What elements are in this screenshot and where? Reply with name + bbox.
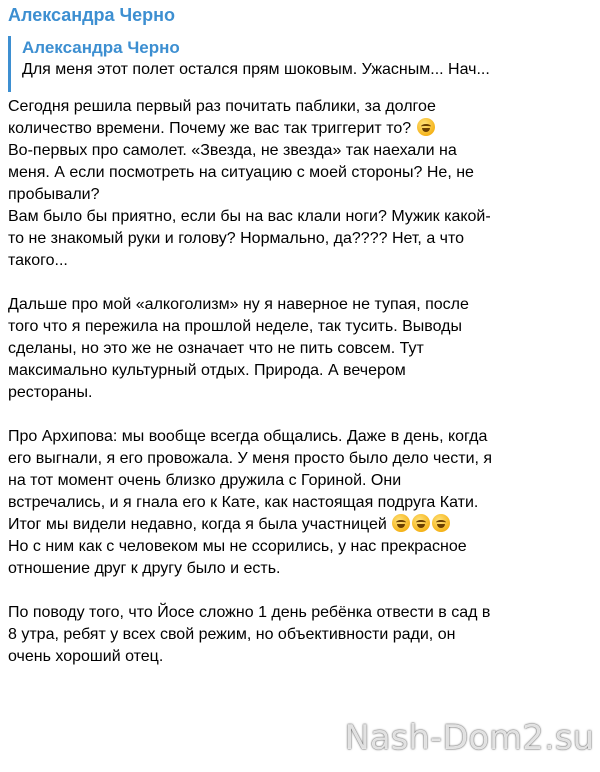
message-paragraph (8, 96, 598, 272)
smiling-face-emoji-icon (417, 118, 435, 136)
reply-author: Александра Черно (22, 38, 180, 57)
watermark: Nash-Dom2.su (344, 718, 594, 758)
message-text: Сегодня решила первый раз почитать паблики, за долгое количество времени. Почему же вас так триггерит то? (8, 98, 436, 137)
reply-quote[interactable] (8, 36, 593, 92)
message-text: Во-первых про самолет. «Звезда, не звезда» так наехали на меня. А если посмотреть на ситуацию с моей стороны? Не, не пробывали? Вам было бы приятно, если бы на вас клали ноги? Мужик какой- то не знакомый руки и голову? Нормально, да???? Нет, а что такого... (8, 142, 491, 269)
laughing-emoji-icon (432, 514, 450, 532)
message-paragraph: По поводу того, что Йосе сложно 1 день ребёнка отвести в сад в 8 утра, ребят у всех свой режим, но объективности ради, он очень хороший отец. (8, 604, 491, 665)
laughing-emoji-icon (392, 514, 410, 532)
message-text: Но с ним как с человеком мы не ссорились, у нас прекрасное отношение друг к другу было и есть. (8, 538, 467, 577)
message-paragraph (8, 426, 598, 580)
message-body (8, 96, 598, 690)
sender-name[interactable]: Александра Черно (8, 5, 176, 25)
laughing-emoji-icon (412, 514, 430, 532)
message-paragraph: Дальше про мой «алкоголизм» ну я наверное не тупая, после того что я пережила на прошлой неделе, так тусить. Выводы сделаны, но это же не означает что не пить совсем. Тут максимально культурный отдых. Природа. А вечером рестораны. (8, 296, 469, 401)
reply-preview-text: Для меня этот полет остался прям шоковым. Ужасным... Нач... (22, 61, 490, 78)
message-text: Про Архипова: мы вообще всегда общались. Даже в день, когда его выгнали, я его провожала. У меня просто было дело чести, я на тот момент очень близко дружила с Гориной. Они встречались, и я гнала его к Кате, как настоящая подруга Кати. Итог мы видели недавно, когда я была участницей (8, 428, 493, 533)
